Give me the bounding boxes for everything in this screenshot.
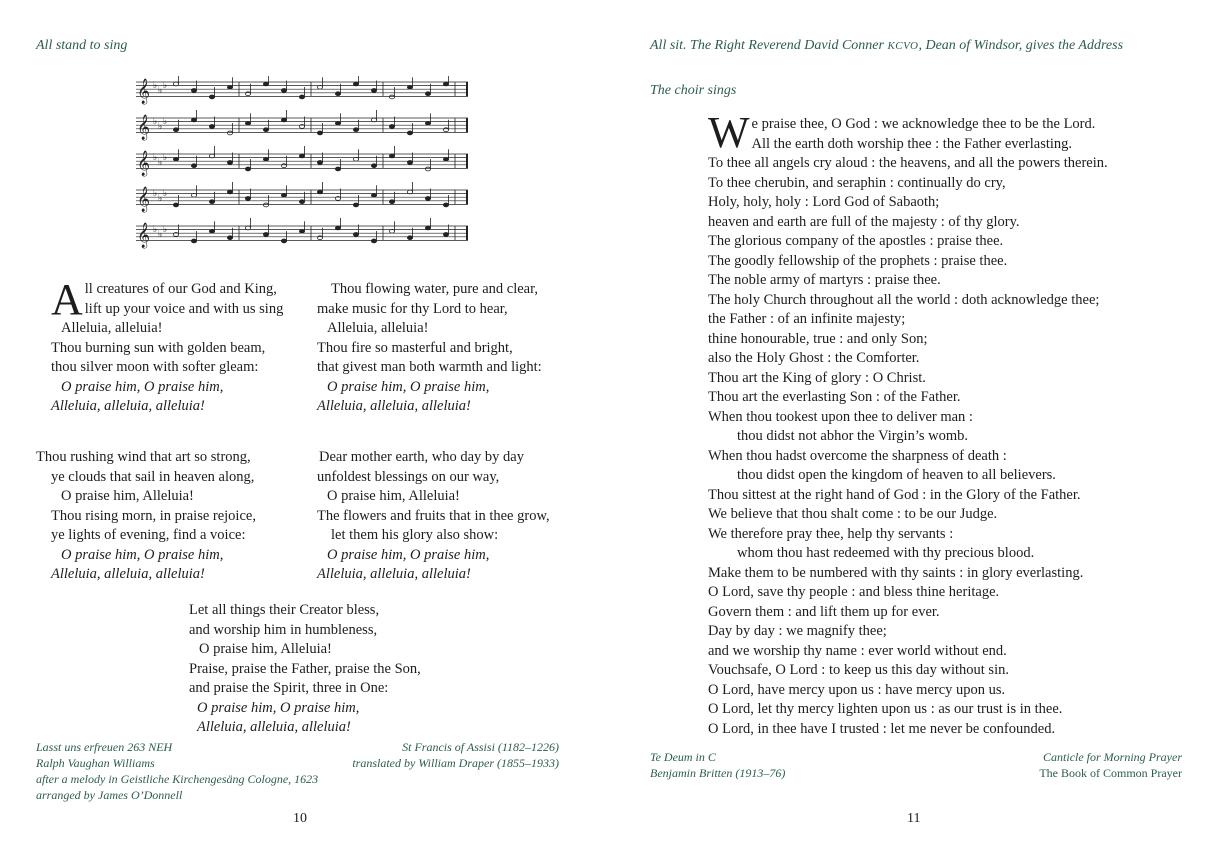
refrain-line: O praise him, O praise him, [61, 378, 224, 395]
svg-text:♭: ♭ [163, 153, 168, 163]
refrain-line: O praise him, O praise him, [327, 546, 490, 563]
canticle-line: When thou tookest upon thee to deliver man : [708, 408, 973, 425]
canticle-line: whom thou hast redeemed with thy precious blood. [737, 545, 1035, 561]
verse-line: Thou burning sun with golden beam, [51, 339, 266, 356]
refrain-line: O praise him, O praise him, [327, 378, 490, 395]
refrain-line: Alleluia, alleluia, alleluia! [51, 398, 205, 414]
canticle-composer: Benjamin Britten (1913–76) [650, 766, 786, 780]
canticle-line: We therefore pray thee, help thy servants : [708, 525, 954, 542]
verse-line: ye lights of evening, find a voice: [51, 527, 246, 543]
verse-1-opening [51, 275, 311, 324]
svg-text:𝄞: 𝄞 [137, 151, 151, 176]
svg-text:♭: ♭ [163, 81, 168, 91]
canticle-line: Holy, holy, holy : Lord God of Sabaoth; [708, 194, 940, 210]
verse-line: thou silver moon with softer gleam: [51, 359, 259, 375]
verse-line: lift up your voice and with us sing [84, 300, 284, 317]
drop-cap-w: W [708, 108, 750, 157]
canticle-line: Vouchsafe, O Lord : to keep us this day without sin. [708, 662, 1009, 678]
verse-line: that givest man both warmth and light: [317, 359, 542, 375]
rubric-choir: The choir sings [650, 83, 737, 98]
canticle-source [1039, 749, 1182, 781]
svg-text:𝄞: 𝄞 [137, 115, 151, 140]
rubric-address-text: All sit. The Right Reverend David Conner [650, 38, 888, 53]
hymn-verse-5 [189, 601, 469, 738]
verse-line: Praise, praise the Father, praise the Son, [189, 660, 421, 677]
canticle-line: thou didst not abhor the Virgin’s womb. [737, 428, 968, 444]
hymn-verse-2 [317, 280, 587, 417]
te-deum-lines [708, 154, 1178, 739]
svg-text:𝄞: 𝄞 [137, 187, 151, 212]
verse-line: O praise him, Alleluia! [61, 488, 194, 504]
svg-text:𝄞: 𝄞 [137, 79, 151, 104]
canticle-line: When thou hadst overcome the sharpness of death : [708, 447, 1007, 464]
svg-text:♭: ♭ [153, 153, 158, 163]
music-staves-icon [136, 76, 472, 266]
hymn-verse-1 [51, 275, 311, 417]
rubric-address-rest: , Dean of Windsor, gives the Address [918, 38, 1124, 53]
canticle-line: Make them to be numbered with thy saints : in glory everlasting. [708, 564, 1084, 581]
canticle-line: The goodly fellowship of the prophets : praise thee. [708, 252, 1008, 269]
svg-text:♭: ♭ [158, 158, 163, 168]
canticle-line: O Lord, save thy people : and bless thine heritage. [708, 584, 1000, 600]
verse-line: let them his glory also show: [331, 527, 499, 543]
svg-text:𝄞: 𝄞 [137, 223, 151, 248]
refrain-line: Alleluia, alleluia, alleluia! [197, 719, 351, 735]
verse-line: unfoldest blessings on our way, [317, 468, 500, 485]
svg-text:♭: ♭ [158, 86, 163, 96]
verse-line: O praise him, Alleluia! [327, 488, 460, 504]
rubric-stand: All stand to sing [36, 38, 128, 53]
verse-line: Alleluia, alleluia! [61, 320, 163, 336]
canticle-line: O Lord, in thee have I trusted : let me never be confounded. [708, 720, 1056, 737]
canticle-line: the Father : of an infinite majesty; [708, 311, 906, 327]
canticle-line: also the Holy Ghost : the Comforter. [708, 350, 920, 366]
svg-text:♭: ♭ [153, 189, 158, 199]
tune-name: Lasst uns erfreuen 263 NEH [36, 740, 173, 754]
verse-line: Thou flowing water, pure and clear, [331, 281, 538, 297]
rubric-honour: KCVO [887, 40, 919, 52]
canticle-line: O Lord, let thy mercy lighten upon us : as our trust is in thee. [708, 701, 1063, 717]
verse-line: and praise the Spirit, three in One: [189, 680, 389, 696]
verse-line: O praise him, Alleluia! [199, 641, 332, 657]
canticle-line: and we worship thy name : ever world without end. [708, 642, 1007, 659]
svg-text:♭: ♭ [153, 81, 158, 91]
translator: translated by William Draper (1855–1933) [352, 756, 559, 770]
svg-text:♭: ♭ [158, 230, 163, 240]
svg-text:♭: ♭ [163, 189, 168, 199]
melody-source: after a melody in Geistliche Kirchengesäng Cologne, 1623 [36, 772, 319, 786]
text-credits [352, 739, 559, 771]
refrain-line: O praise him, O praise him, [61, 546, 224, 563]
canticle-line: Thou art the King of glory : O Christ. [708, 369, 926, 386]
prayer-book: The Book of Common Prayer [1039, 766, 1182, 780]
drop-cap-a: A [51, 275, 83, 324]
author: St Francis of Assisi (1182–1226) [402, 740, 559, 754]
verse-line: Let all things their Creator bless, [189, 602, 380, 618]
composer: Ralph Vaughan Williams [36, 756, 155, 770]
verse-line: Thou rising morn, in praise rejoice, [51, 507, 256, 524]
canticle-credits [650, 749, 785, 781]
te-deum-opening [708, 108, 1178, 157]
canticle-line: All the earth doth worship thee : the Father everlasting. [751, 135, 1073, 152]
canticle-line: O Lord, have mercy upon us : have mercy upon us. [708, 681, 1006, 698]
svg-text:♭: ♭ [158, 194, 163, 204]
page-number-right: 11 [907, 811, 921, 826]
canticle-type: Canticle for Morning Prayer [1043, 750, 1182, 764]
canticle-line: Thou art the everlasting Son : of the Father. [708, 389, 961, 405]
canticle-line: The glorious company of the apostles : praise thee. [708, 233, 1004, 249]
canticle-line: To thee all angels cry aloud : the heavens, and all the powers therein. [708, 155, 1108, 171]
svg-text:♭: ♭ [153, 225, 158, 235]
hymn-verse-3 [36, 448, 306, 585]
music-credits [36, 739, 318, 803]
verse-line: make music for thy Lord to hear, [317, 300, 508, 317]
page-number-left: 10 [293, 811, 307, 826]
rubric-address [650, 38, 1123, 54]
refrain-line: Alleluia, alleluia, alleluia! [317, 566, 471, 582]
verse-line: Thou fire so masterful and bright, [317, 339, 513, 356]
canticle-line: To thee cherubin, and seraphin : continually do cry, [708, 174, 1006, 191]
arranger: arranged by James O’Donnell [36, 788, 183, 802]
canticle-line: e praise thee, O God : we acknowledge thee to be the Lord. [751, 116, 1096, 132]
verse-line: Thou rushing wind that art so strong, [36, 449, 251, 465]
canticle-line: The noble army of martyrs : praise thee. [708, 272, 941, 288]
svg-text:♭: ♭ [153, 117, 158, 127]
svg-text:♭: ♭ [163, 117, 168, 127]
canticle-line: We believe that thou shalt come : to be our Judge. [708, 506, 998, 522]
canticle-line: Govern them : and lift them up for ever. [708, 603, 940, 620]
verse-line: The flowers and fruits that in thee grow, [317, 507, 550, 524]
canticle-line: Day by day : we magnify thee; [708, 623, 887, 639]
setting-name: Te Deum in C [650, 750, 716, 764]
canticle-line: thou didst open the kingdom of heaven to all believers. [737, 467, 1056, 483]
refrain-line: Alleluia, alleluia, alleluia! [51, 566, 205, 582]
svg-text:♭: ♭ [163, 225, 168, 235]
canticle-line: heaven and earth are full of the majesty : of thy glory. [708, 213, 1020, 230]
verse-line: Dear mother earth, who day by day [319, 449, 524, 465]
verse-line: ll creatures of our God and King, [84, 281, 277, 297]
verse-line: Alleluia, alleluia! [327, 320, 429, 336]
canticle-line: The holy Church throughout all the world : doth acknowledge thee; [708, 291, 1100, 308]
refrain-line: Alleluia, alleluia, alleluia! [317, 398, 471, 414]
verse-line: and worship him in humbleness, [189, 621, 378, 638]
canticle-line: Thou sittest at the right hand of God : in the Glory of the Father. [708, 486, 1081, 503]
verse-line: ye clouds that sail in heaven along, [51, 468, 255, 485]
canticle-line: thine honourable, true : and only Son; [708, 330, 928, 347]
refrain-line: O praise him, O praise him, [197, 699, 360, 716]
te-deum-text [708, 108, 1178, 739]
hymn-verse-4 [317, 448, 587, 585]
svg-text:♭: ♭ [158, 122, 163, 132]
